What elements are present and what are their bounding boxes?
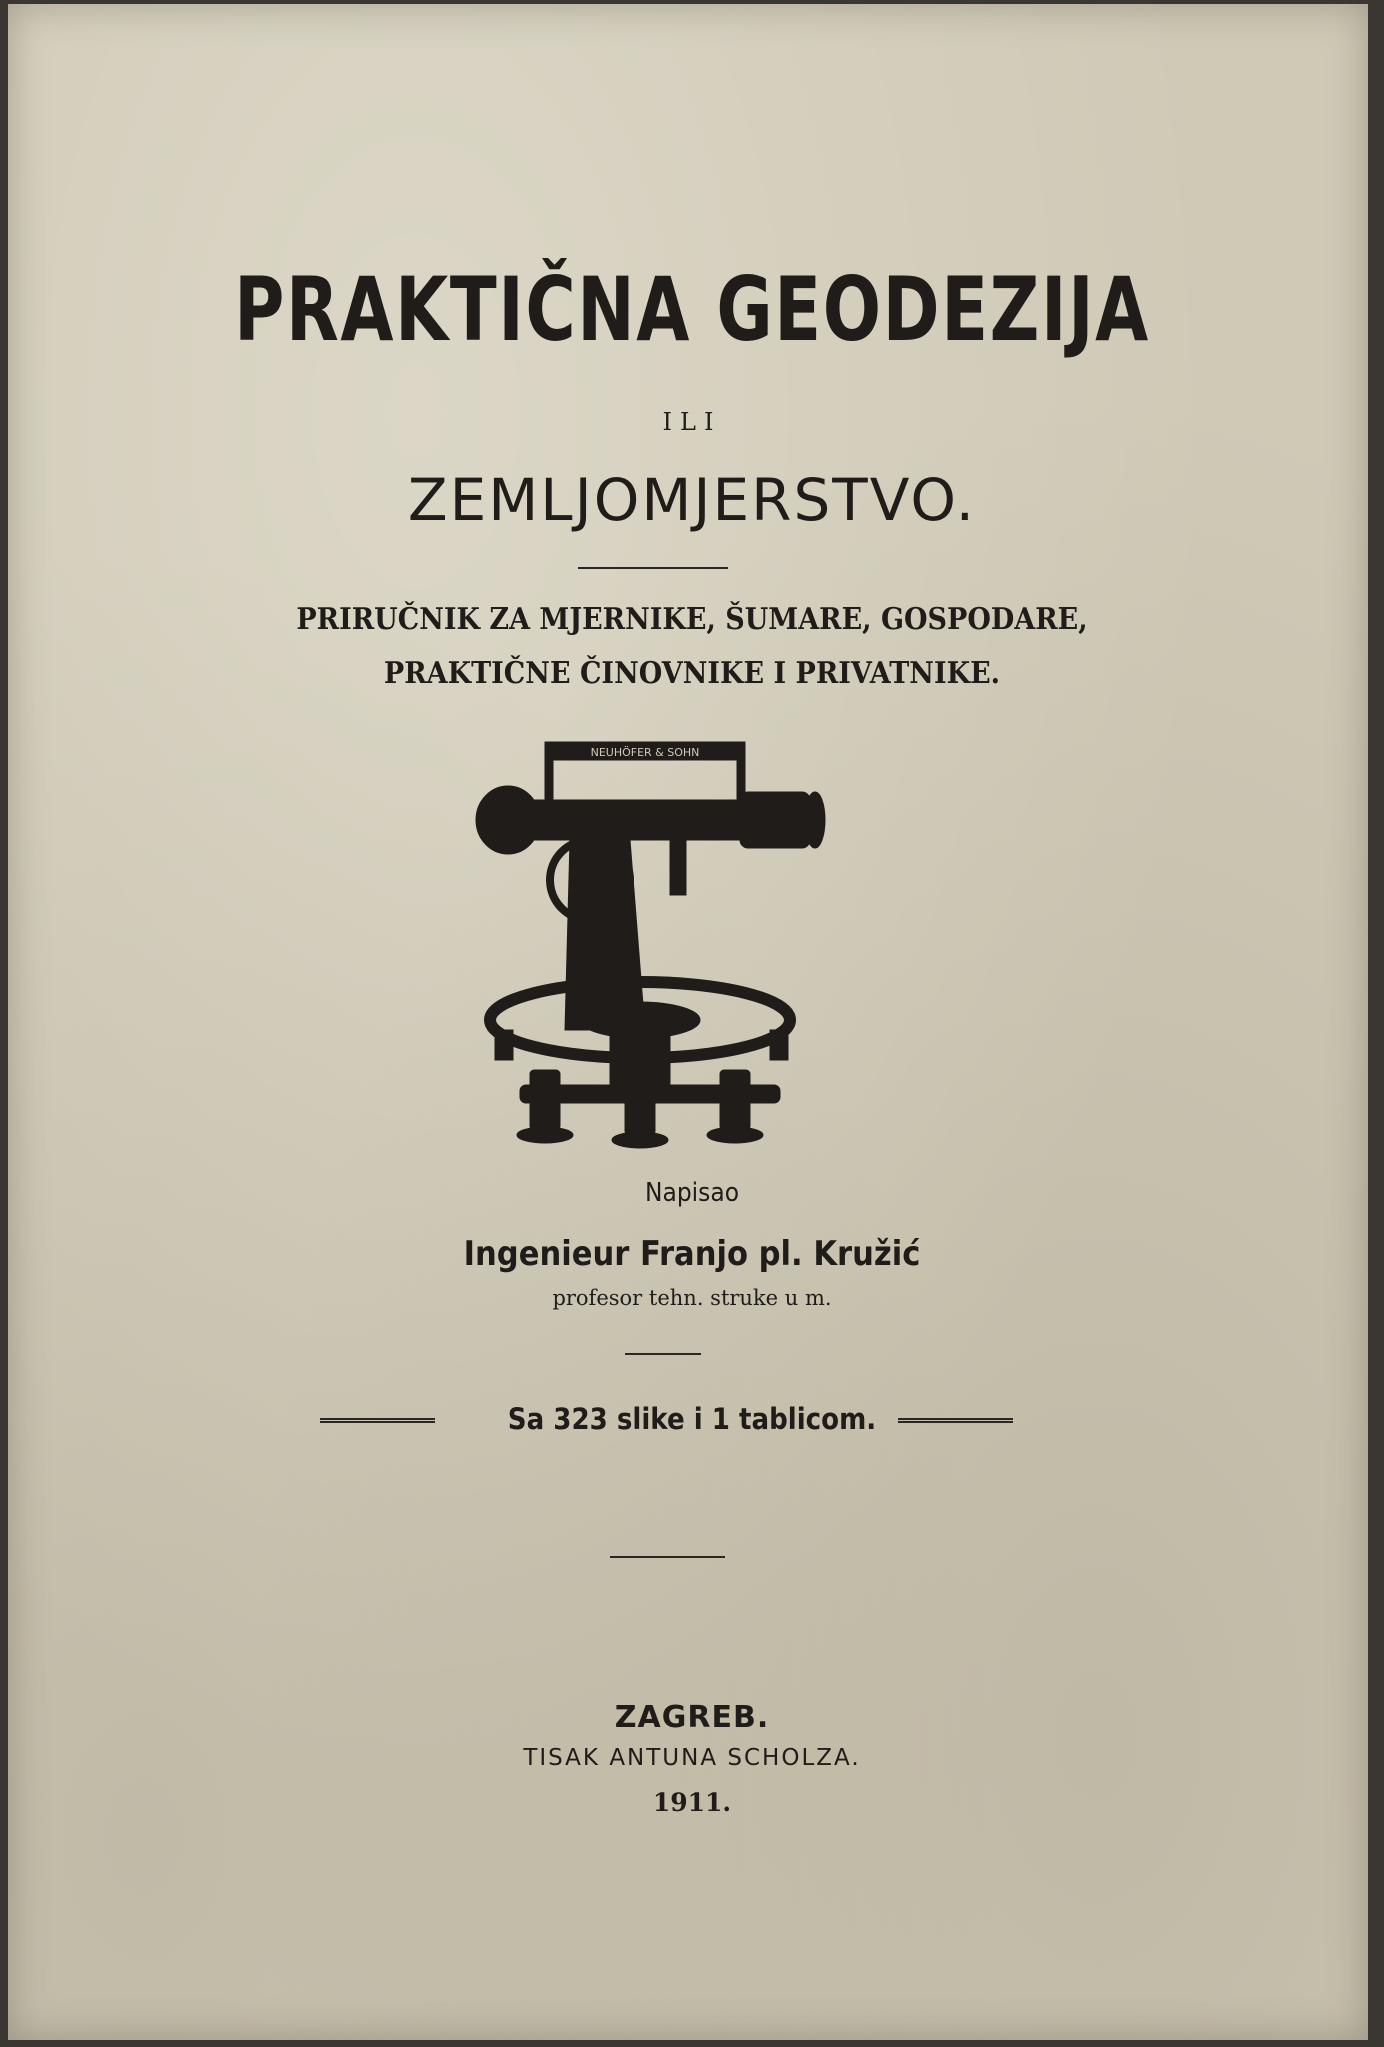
ornament-divider xyxy=(578,567,728,569)
description-line-1: PRIRUČNIK ZA MJERNIKE, ŠUMARE, GOSPODARE, xyxy=(296,602,1088,637)
theodolite-icon xyxy=(470,730,840,1150)
book-title: PRAKTIČNA GEODEZIJA xyxy=(234,258,1150,361)
title-conjunction: ILI xyxy=(662,408,722,436)
divider-short xyxy=(625,1353,701,1355)
author-title: profesor tehn. struke u m. xyxy=(552,1286,832,1310)
double-rule-right xyxy=(898,1418,1013,1423)
written-by-label: Napisao xyxy=(644,1178,740,1208)
publication-city: ZAGREB. xyxy=(614,1700,770,1735)
illustrations-note: Sa 323 slike i 1 tablicom. xyxy=(507,1402,877,1436)
instrument-engraving: NEUHÖFER & SOHN xyxy=(590,746,700,759)
publication-year: 1911. xyxy=(652,1788,732,1817)
description-line-2: PRAKTIČNE ČINOVNIKE I PRIVATNIKE. xyxy=(383,656,1001,691)
author-name: Ingenieur Franjo pl. Kružić xyxy=(463,1234,921,1274)
divider-bottom xyxy=(610,1556,725,1558)
printer-name: TISAK ANTUNA SCHOLZA. xyxy=(523,1745,861,1771)
book-subtitle: ZEMLJOMJERSTVO. xyxy=(407,466,977,534)
